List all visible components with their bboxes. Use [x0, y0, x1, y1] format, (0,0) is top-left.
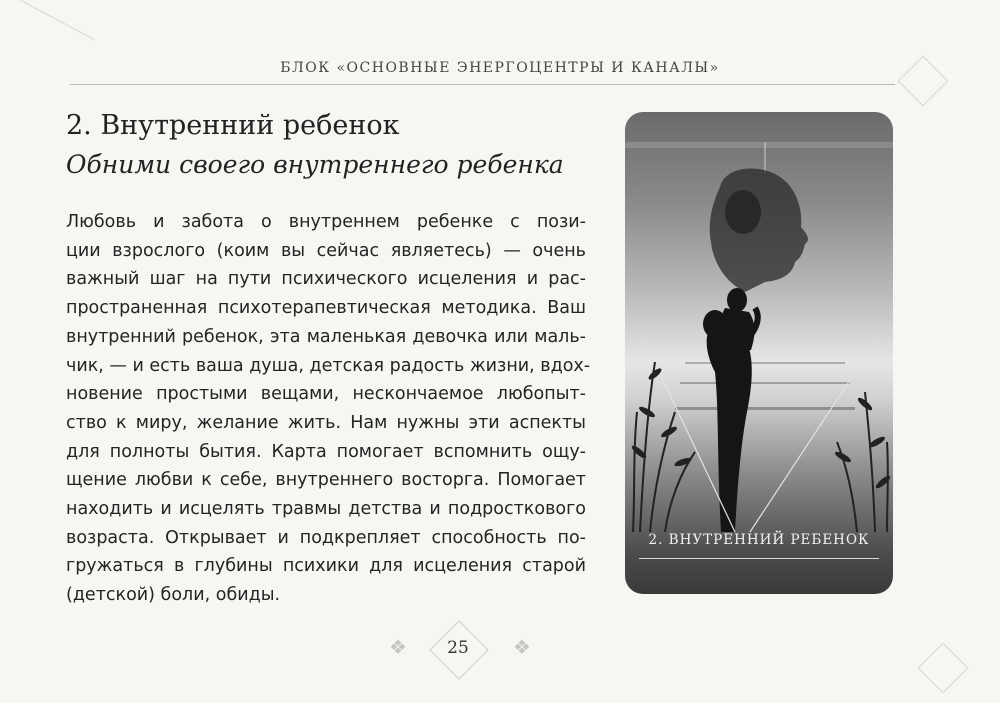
body-line: Любовь и забота о внутреннем ребенке с пози-	[66, 212, 586, 232]
body-line: гружаться в глубины психики для исцеления старой	[66, 556, 586, 577]
body-line: возраста. Открывает и подкрепляет способность по-	[66, 527, 586, 548]
card-illustration	[625, 112, 893, 594]
grass-right	[837, 392, 888, 532]
corner-decoration	[0, 0, 200, 60]
running-header: БЛОК «ОСНОВНЫЕ ЭНЕРГОЦЕНТРЫ И КАНАЛЫ»	[280, 60, 720, 76]
page-footer	[0, 622, 1000, 682]
chapter-subtitle: Обними своего внутреннего ребенка	[66, 150, 564, 179]
body-paragraph	[66, 208, 591, 610]
body-line: ство к миру, желание жить. Нам нужны эти аспекты	[66, 412, 586, 433]
grass-leaves-right	[834, 396, 892, 490]
flourish-ornament-left: ❖	[389, 635, 407, 659]
body-line: внутренний ребенок, эта маленькая девочка или маль-	[66, 326, 586, 347]
body-line: важный шаг на пути психического исцеления и рас-	[66, 269, 586, 290]
chapter-title: 2. Внутренний ребенок	[66, 110, 400, 141]
body-line: находить и исцелять травмы детства и подросткового	[66, 499, 586, 520]
body-line: (детской) боли, обиды.	[66, 585, 281, 606]
body-line: щение любви к себе, внутреннего восторга. Помогает	[66, 470, 586, 491]
card-caption: 2. ВНУТРЕННИЙ РЕБЕНОК	[648, 532, 870, 548]
body-line: новение простыми вещами, нескончаемое любопыт-	[66, 384, 586, 405]
header-rule	[70, 84, 895, 85]
body-line: ции взрослого (коим вы сейчас являетесь) — очень	[66, 240, 586, 261]
woman-profile-silhouette	[710, 168, 808, 292]
tarot-card-image	[625, 112, 893, 594]
body-line: чик, — и есть ваша душа, детская радость жизни, вдох-	[66, 355, 591, 376]
body-line: для полноты бытия. Карта помогает вспомнить ощу-	[66, 441, 586, 462]
card-caption-rule	[639, 558, 879, 559]
body-line: пространенная психотерапевтическая методика. Ваш	[66, 298, 586, 319]
flourish-ornament-right: ❖	[513, 635, 531, 659]
page-number: 25	[447, 638, 469, 658]
grass-left	[633, 362, 695, 532]
grass-leaves-left	[630, 367, 692, 468]
